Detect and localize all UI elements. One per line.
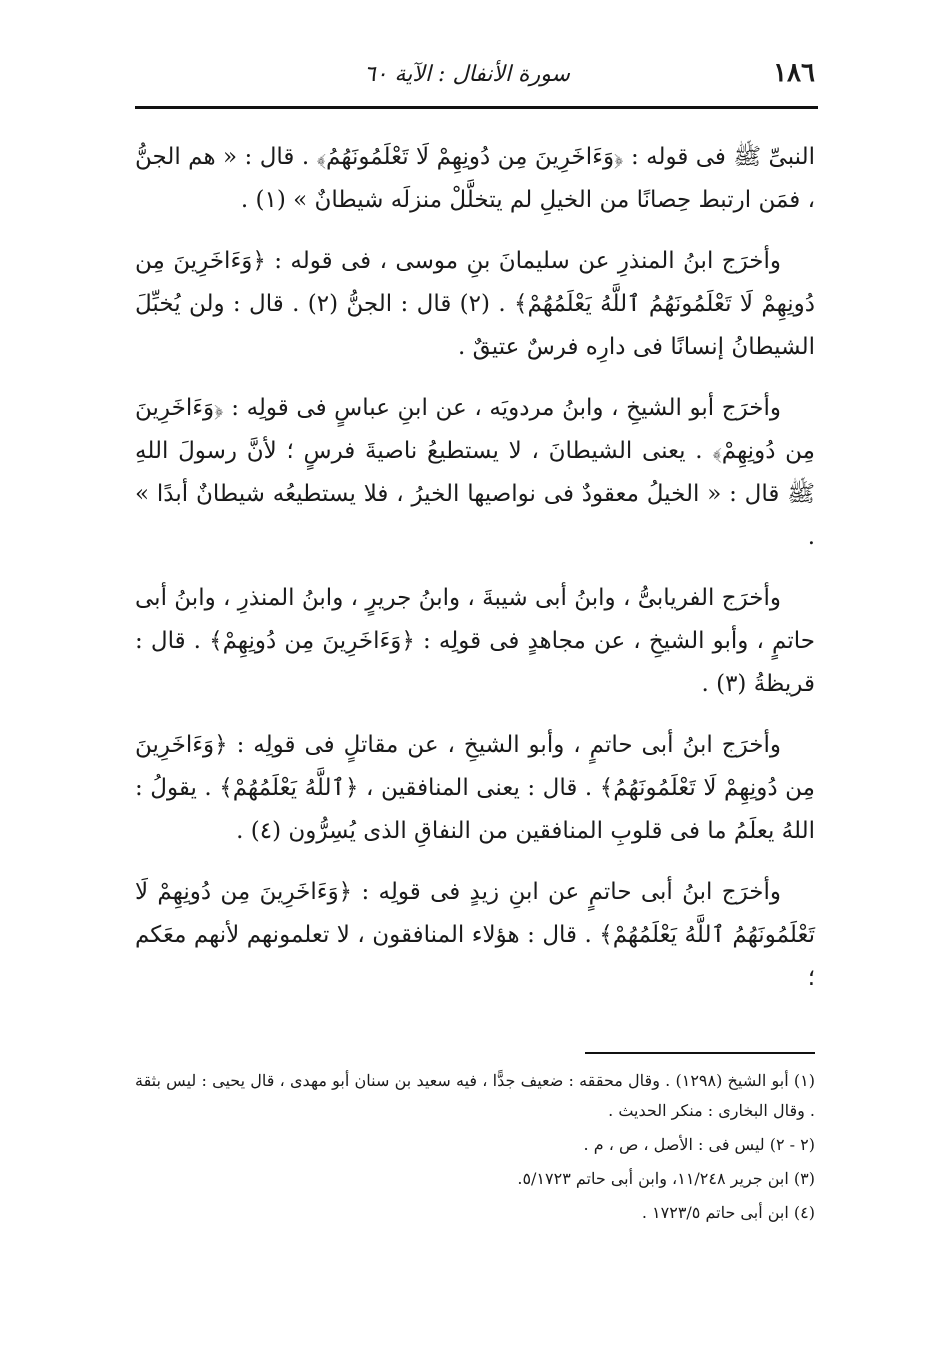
footnote: (٤) ابن أبى حاتم ١٧٢٣/٥ . (641, 1203, 815, 1222)
page-number: ١٨٦ (773, 58, 815, 88)
main-text (135, 136, 815, 1018)
paragraph: وأخرَج ابنُ أبى حاتمٍ ، وأبو الشيخِ ، عن مقاتلٍ فى قولِه : ﴿وَءَاخَرِينَ مِن دُونِهِمْ لَا تَعْلَمُونَهُمُ﴾ . قال : يعنى المنافقين ، ﴿ٱللَّهُ يَعْلَمُهُمْ﴾ . يقولُ : اللهُ يعلَمُ ما فى قلوبِ المنافقين من النفاقِ الذى يُسِرُّون (٤) . (135, 732, 815, 844)
footnote: (٣) ابن جرير ١١/٢٤٨، وابن أبى حاتم ٥/١٧٢٣. (517, 1169, 815, 1188)
running-head: سورة الأنفال : الآية ٦٠ (363, 62, 570, 87)
header-rule (135, 106, 818, 109)
page-header (135, 52, 815, 98)
paragraph: وأخرَج الفريابىُّ ، وابنُ أبى شيبةَ ، وابنُ جريرٍ ، وابنُ المنذرِ ، وابنُ أبى حاتمٍ ، وأبو الشيخِ ، عن مجاهدٍ فى قولِه : ﴿وَءَاخَرِينَ مِن دُونِهِمْ﴾ . قال : قريظةُ (٣) . (135, 585, 815, 697)
paragraph: وأخرَج أبو الشيخِ ، وابنُ مردويَه ، عن ابنِ عباسٍ فى قولِه : ﴿وَءَاخَرِينَ مِن دُونِهِمْ﴾ . يعنى الشيطانَ ، لا يستطيعُ ناصيةَ فرسٍ ؛ لأنَّ رسولَ اللهِ ﷺ قال : « الخيلُ معقودٌ فى نواصيها الخيرُ ، فلا يستطيعُه شيطانٌ أبدًا » . (135, 395, 815, 550)
footnote: (٢ - ٢) ليس فى : الأصل ، ص ، م . (583, 1135, 815, 1154)
footnotes (135, 1066, 815, 1232)
paragraph: النبىِّ ﷺ فى قوله : ﴿وَءَاخَرِينَ مِن دُونِهِمْ لَا تَعْلَمُونَهُمُ﴾ . قال : « هم الجنُّ ، فمَن ارتبط حِصانًا من الخيلِ لم يتخلَّلْ منزلَه شيطانٌ » (١) . (135, 144, 815, 213)
footnote: (١) أبو الشيخ (١٢٩٨) . وقال محققه : ضعيف جدًّا ، فيه سعيد بن سنان أبو مهدى ، قال يحيى : ليس بثقة . وقال البخارى : منكر الحديث . (135, 1071, 816, 1120)
paragraph: وأخرَج ابنُ أبى حاتمٍ عن ابنِ زيدٍ فى قولِه : ﴿وَءَاخَرِينَ مِن دُونِهِمْ لَا تَعْلَمُونَهُمُ ٱللَّهُ يَعْلَمُهُمْ﴾ . قال : هؤلاء المنافقون ، لا تعلمونهم لأنهم معَكم ؛ (135, 879, 815, 991)
footnote-rule (585, 1052, 815, 1054)
paragraph: وأخرَج ابنُ المنذرِ عن سليمانَ بنِ موسى ، فى قوله : ﴿وَءَاخَرِينَ مِن دُونِهِمْ لَا تَعْلَمُونَهُمُ ٱللَّهُ يَعْلَمُهُمْ﴾ . (٢) قال : الجنُّ (٢) . قال : ولن يُخبِّلَ الشيطانُ إنسانًا فى دارِه فرسٌ عتيقٌ . (135, 248, 815, 360)
